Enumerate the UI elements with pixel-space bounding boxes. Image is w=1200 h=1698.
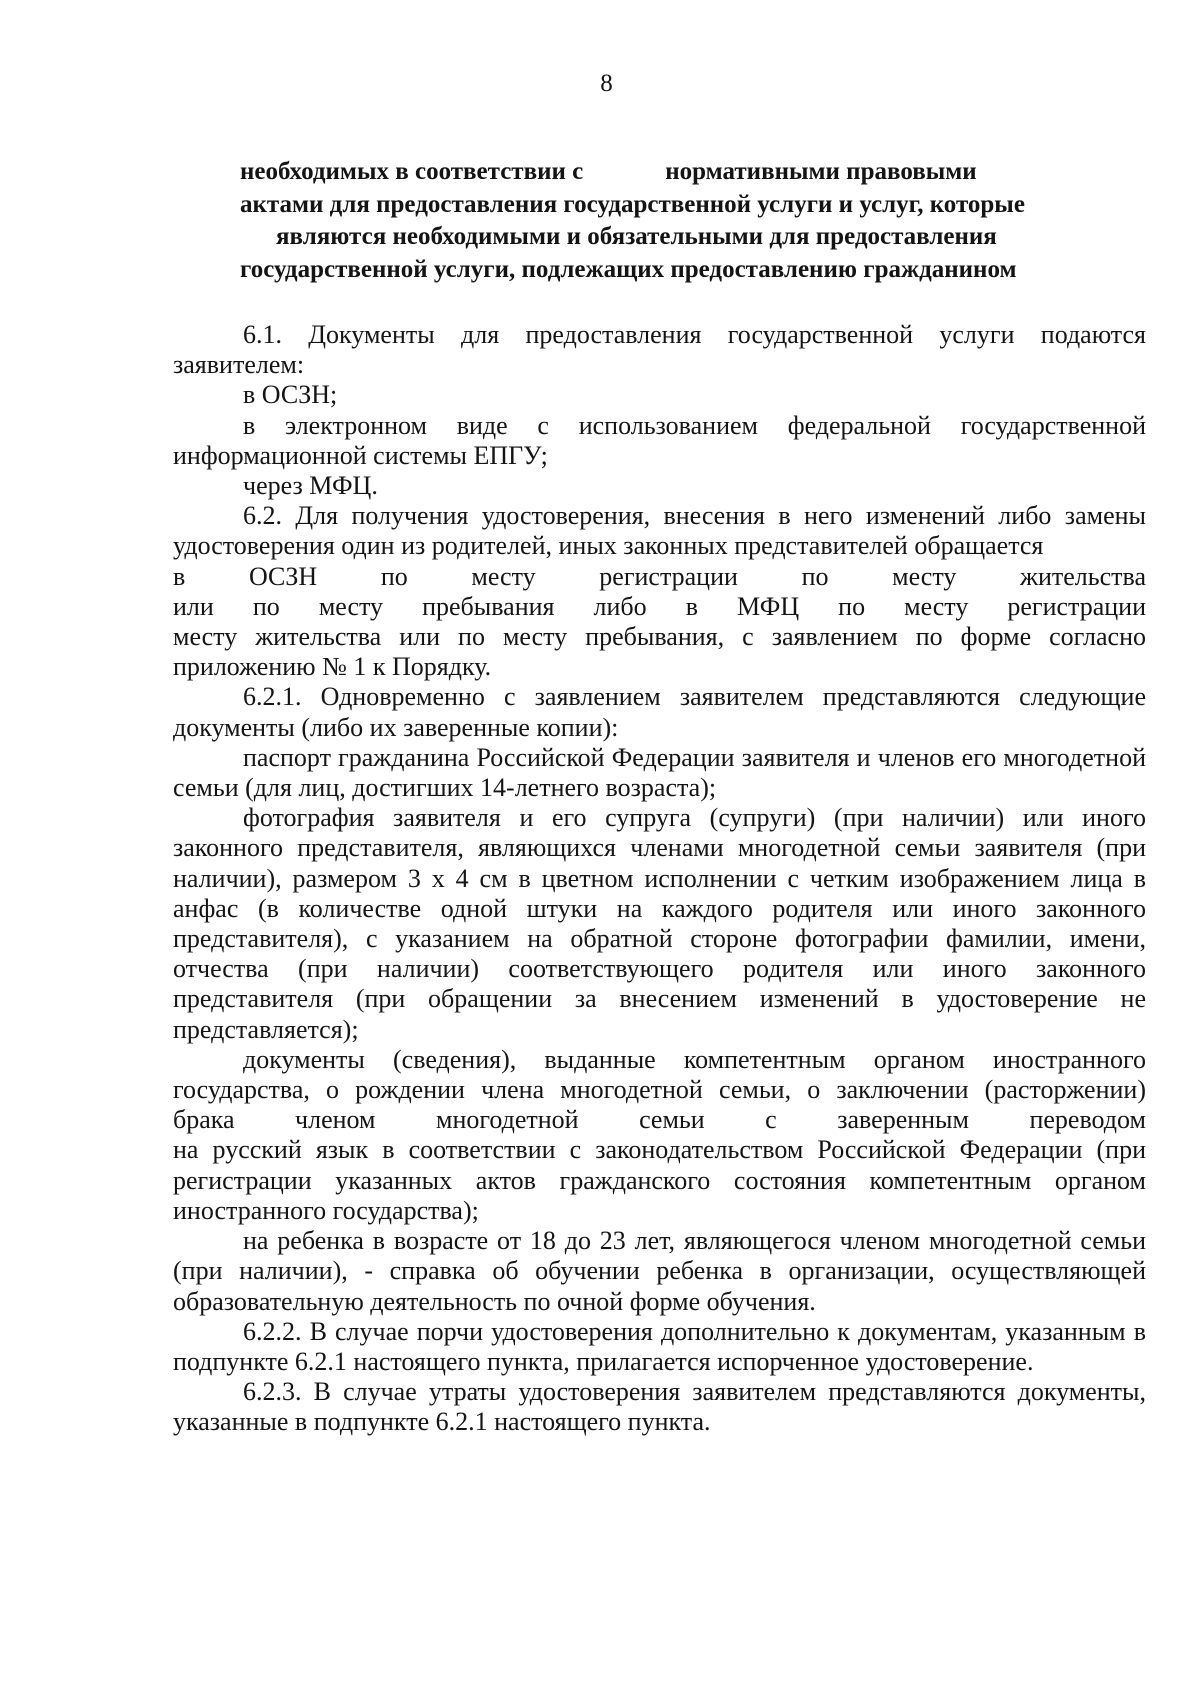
paragraph-6-2-1: 6.2.1. Одновременно с заявлением заявителем представляются следующие документы (либо их заверенные копии): (173, 682, 1146, 742)
paragraph-6-2-line-b: в ОСЗН по месту регистрации по месту жительства (173, 561, 1146, 591)
paragraph-6-2 (173, 501, 1146, 561)
paragraph-6-2-1-child: на ребенка в возрасте от 18 до 23 лет, являющегося членом многодетной семьи (при наличии), - справка об обучении ребенка в организации, осуществляющей образовательную деятельность по очной форме обучения. (173, 1226, 1146, 1316)
heading-line-2: актами для предоставления государственной услуги и услуг, которые (240, 190, 1025, 218)
paragraph-6-1-mfc: через МФЦ. (243, 471, 378, 501)
document-body (173, 320, 1146, 1438)
paragraph-6-2-part-d: месту жительства или по месту пребывания, с заявлением по форме согласно приложению № 1 к Порядку. (173, 622, 1146, 682)
heading-line-3: являются необходимыми и обязательными для предоставления (276, 223, 997, 250)
paragraph-6-2-2: 6.2.2. В случае порчи удостоверения дополнительно к документам, указанным в подпункте 6.2.1 настоящего пункта, прилагается испорченное удостоверение. (173, 1316, 1146, 1376)
paragraph-6-1-osszn: в ОСЗН; (243, 380, 338, 410)
paragraph-6-2-1-foreign-c: на русский язык в соответствии с законодательством Российской Федерации (при регистрации указанных актов гражданского состояния компетентным органом иностранного государства); (173, 1135, 1146, 1225)
heading-line-1-part-a: необходимых в соответствии с (240, 158, 584, 185)
page-number: 8 (600, 70, 613, 97)
heading-line-4: государственной услуги, подлежащих предоставлению гражданином (240, 255, 1017, 283)
paragraph-6-2-1-passport: паспорт гражданина Российской Федерации заявителя и членов его многодетной семьи (для лиц, достигших 14-летнего возраста); (173, 742, 1146, 803)
paragraph-6-2-part-a: 6.2. Для получения удостоверения, внесения в него изменений либо замены удостоверения один из родителей, иных законных представителей обращается (173, 501, 1146, 561)
paragraph-6-1: 6.1. Документы для предоставления государственной услуги подаются заявителем: (173, 320, 1146, 380)
section-heading (240, 156, 1140, 286)
heading-line-1 (240, 156, 1140, 189)
paragraph-6-2-line-c: или по месту пребывания либо в МФЦ по месту регистрации (173, 591, 1146, 621)
heading-line-1-part-b: нормативными правовыми (665, 158, 977, 185)
paragraph-6-1-epgu: в электронном виде с использованием федеральной государственной информационной системы ЕПГУ; (173, 410, 1146, 470)
paragraph-6-2-1-photo: фотография заявителя и его супруга (супруги) (при наличии) или иного законного представителя, являющихся членами многодетной семьи заявителя (при наличии), размером 3 х 4 см в цветном исполнении с четким изображением лица в анфас (в количестве одной штуки на каждого родителя или иного законного представителя), с указанием на обратной стороне фотографии фамилии, имени, отчества (при наличии) соответствующего родителя или иного законного представителя (при обращении за внесением изменений в удостоверение не представляется); (173, 803, 1146, 1044)
paragraph-6-2-3: 6.2.3. В случае утраты удостоверения заявителем представляются документы, указанные в подпункте 6.2.1 настоящего пункта. (173, 1377, 1146, 1437)
paragraph-6-2-1-foreign-b: брака членом многодетной семьи с заверенным переводом (173, 1105, 1146, 1135)
paragraph-6-2-1-foreign-a: документы (сведения), выданные компетентным органом иностранного государства, о рождении члена многодетной семьи, о заключении (расторжении) (173, 1044, 1146, 1105)
